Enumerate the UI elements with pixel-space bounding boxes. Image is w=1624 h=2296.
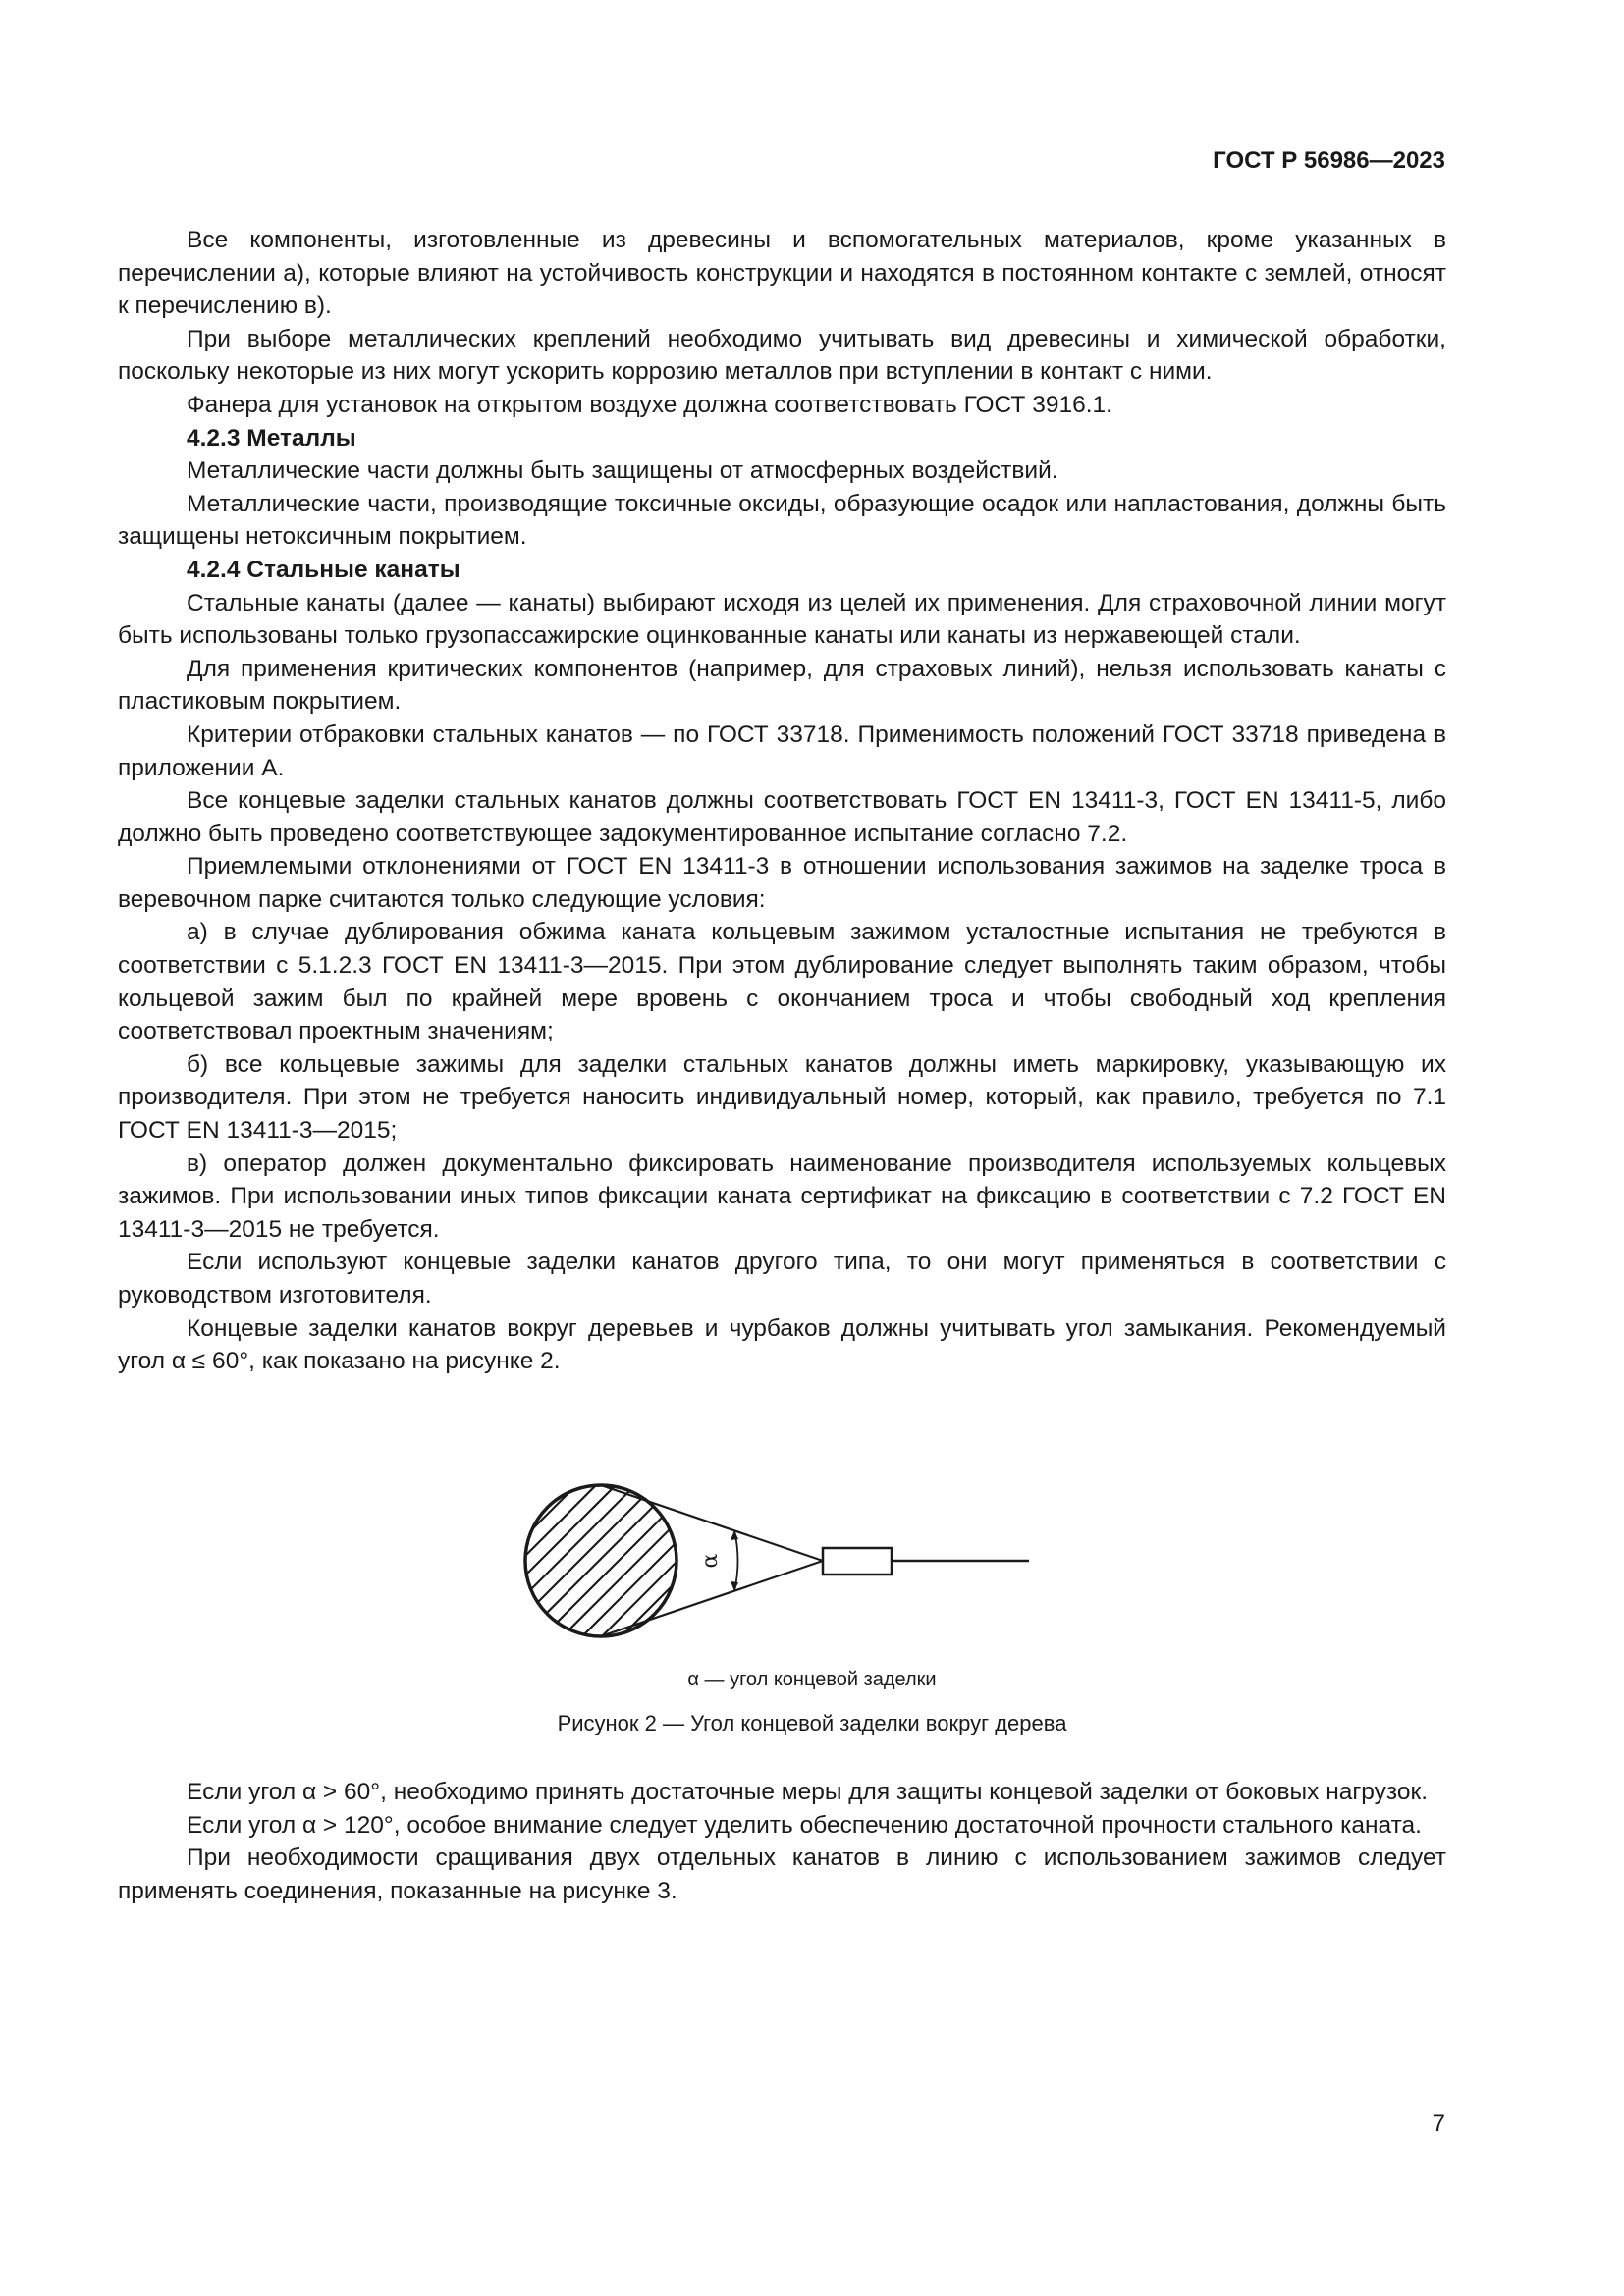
rope-lower <box>601 1561 823 1636</box>
paragraph: Все концевые заделки стальных канатов должны соответствовать ГОСТ EN 13411-3, ГОСТ EN 13411-5, либо должно быть проведено соответствующее задокументированное испытание согласно 7.2. <box>118 787 1446 847</box>
figure-2 <box>0 1468 1624 1664</box>
list-item-v: в) оператор должен документально фиксировать наименование производителя используемых кольцевых зажимов. При использовании иных типов фиксации каната сертификат на фиксацию в соответствии с 7.2 ГОСТ EN 13411-3—2015 не требуется. <box>118 1149 1446 1243</box>
section-heading-4-2-4: 4.2.4 Стальные канаты <box>187 556 460 583</box>
rope-termination-diagram <box>511 1468 1041 1664</box>
figure-legend: α — угол концевой заделки <box>687 1669 937 1690</box>
paragraph: Приемлемыми отклонениями от ГОСТ EN 13411-3 в отношении использования зажимов на заделке троса в веревочном парке считаются только следующие условия: <box>118 853 1446 913</box>
paragraph: Если угол α > 60°, необходимо принять достаточные меры для защиты концевой заделки от боковых нагрузок. <box>187 1779 1429 1805</box>
angle-label: α <box>698 1553 723 1569</box>
paragraph: Фанера для установок на открытом воздухе должна соответствовать ГОСТ 3916.1. <box>187 391 1112 418</box>
paragraph: Все компоненты, изготовленные из древесины и вспомогательных материалов, кроме указанных в перечислении а), которые влияют на устойчивость конструкции и находятся в постоянном контакте с землей, относят к перечислению в). <box>118 227 1446 320</box>
paragraph: Для применения критических компонентов (например, для страховых линий), нельзя использовать канаты с пластиковым покрытием. <box>118 655 1446 716</box>
rope-upper <box>601 1485 823 1561</box>
tree-cross-section <box>525 1485 677 1636</box>
paragraph: Металлические части, производящие токсичные оксиды, образующие осадок или напластования, должны быть защищены нетоксичным покрытием. <box>118 490 1446 551</box>
list-item-b: б) все кольцевые зажимы для заделки стальных канатов должны иметь маркировку, указывающую их производителя. При этом не требуется наносить индивидуальный номер, который, как правило, требуется по 7.1 ГОСТ EN 13411-3—2015; <box>118 1050 1446 1145</box>
page-number: 7 <box>1432 2110 1445 2137</box>
main-text <box>118 224 1446 1378</box>
section-heading-4-2-3: 4.2.3 Металлы <box>187 424 356 452</box>
figure-caption: Рисунок 2 — Угол концевой заделки вокруг дерева <box>557 1711 1067 1735</box>
rope-clamp <box>823 1548 892 1575</box>
paragraph: При выборе металлических креплений необходимо учитывать вид древесины и химической обработки, поскольку некоторые из них могут ускорить коррозию металлов при вступлении в контакт с ними. <box>118 325 1446 386</box>
paragraph: Металлические части должны быть защищены от атмосферных воздействий. <box>187 457 1058 485</box>
paragraph: Стальные канаты (далее — канаты) выбирают исходя из целей их применения. Для страховочной линии могут быть использованы только грузопассажирские оцинкованные канаты или канаты из нержавеющей стали. <box>118 589 1446 650</box>
document-code-header: ГОСТ Р 56986—2023 <box>1213 147 1445 174</box>
paragraph: Концевые заделки канатов вокруг деревьев и чурбаков должны учитывать угол замыкания. Рекомендуемый угол α ≤ 60°, как показано на рисунке 2. <box>118 1314 1446 1375</box>
paragraph: Если угол α > 120°, особое внимание следует уделить обеспечению достаточной прочности стального каната. <box>187 1811 1422 1839</box>
main-text-continued <box>118 1776 1446 1907</box>
paragraph: При необходимости сращивания двух отдельных канатов в линию с использованием зажимов следует применять соединения, показанные на рисунке 3. <box>118 1844 1446 1904</box>
list-item-a: а) в случае дублирования обжима каната кольцевым зажимом усталостные испытания не требуются в соответствии с 5.1.2.3 ГОСТ EN 13411-3—2015. При этом дублирование следует выполнять таким образом, чтобы кольцевой зажим был по крайней мере вровень с окончанием троса и чтобы свободный ход крепления соответствовал проектным значениям; <box>118 919 1446 1045</box>
paragraph: Если используют концевые заделки канатов другого типа, то они могут применяться в соответствии с руководством изготовителя. <box>118 1249 1446 1308</box>
paragraph: Критерии отбраковки стальных канатов — по ГОСТ 33718. Применимость положений ГОСТ 33718 приведена в приложении А. <box>118 721 1446 781</box>
